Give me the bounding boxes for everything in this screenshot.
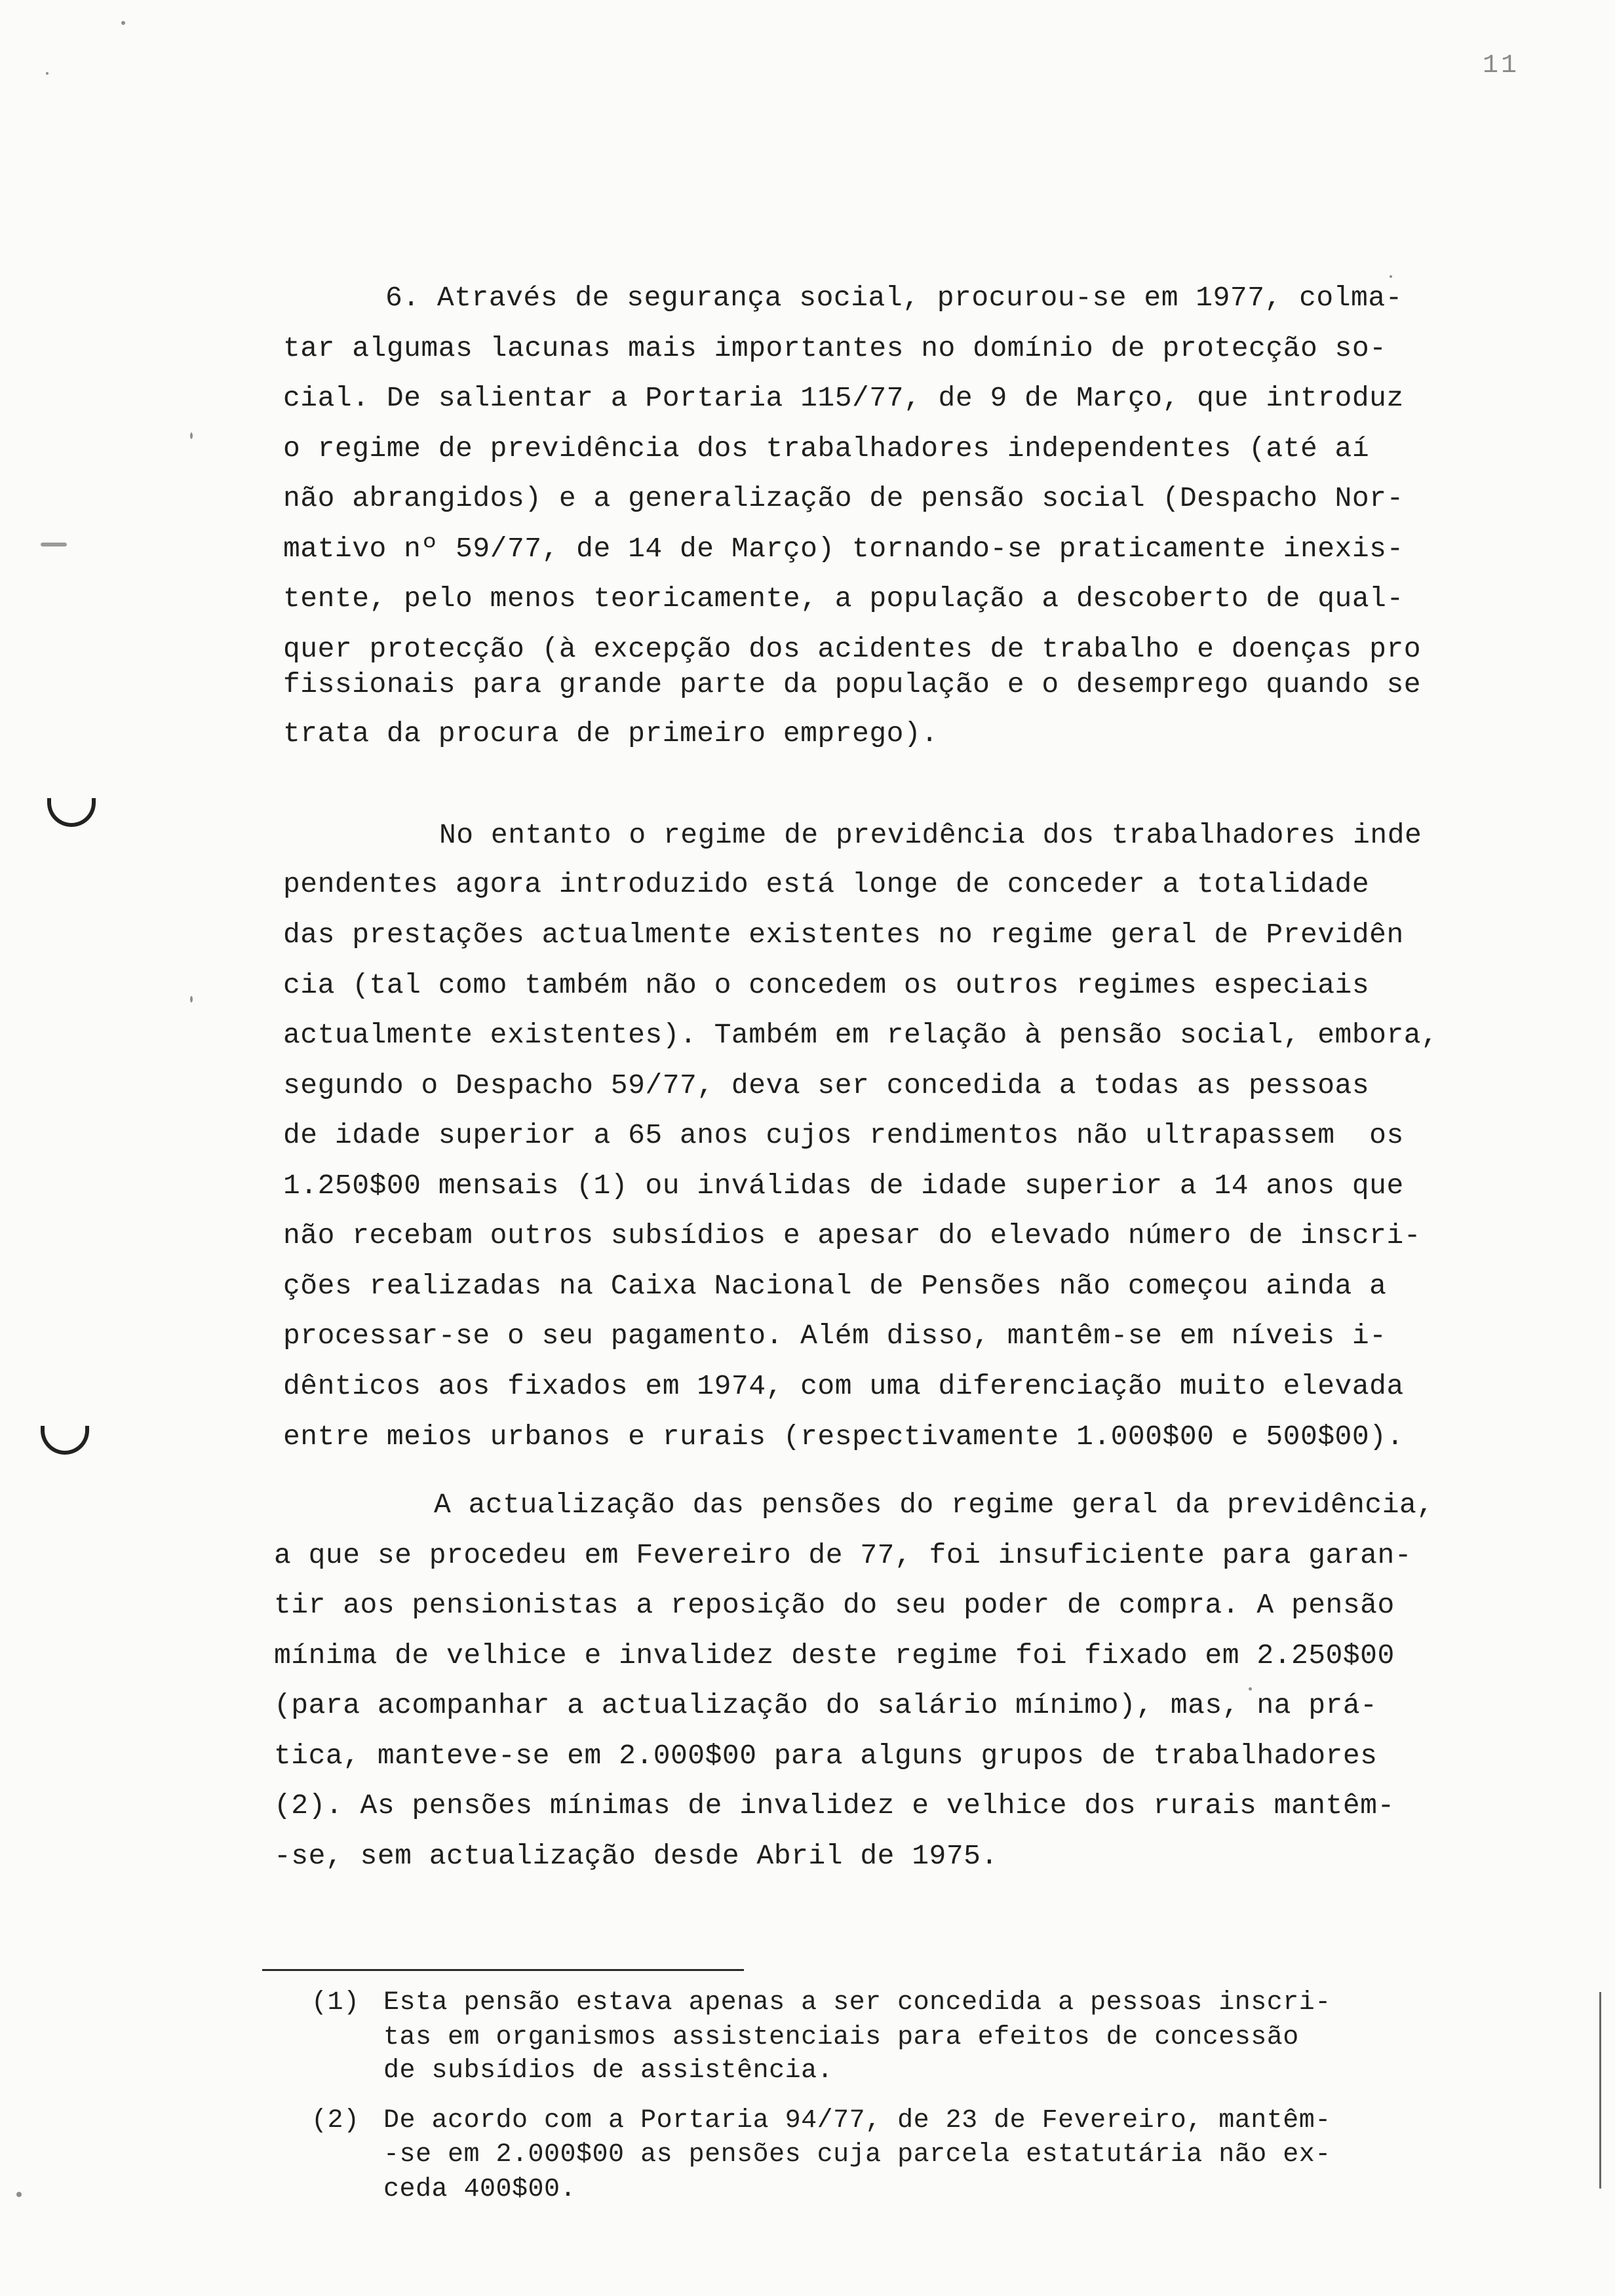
text-line: segundo o Despacho 59/77, deva ser concedida a todas as pessoas [283,1069,1370,1101]
text-line: ções realizadas na Caixa Nacional de Pensões não começou ainda a [283,1270,1387,1302]
footnote-marker: (2) [311,2106,360,2135]
text-line: processar-se o seu pagamento. Além disso, mantêm-se em níveis i- [283,1320,1387,1352]
footnote-line: tas em organismos assistenciais para efeitos de concessão [383,2023,1299,2052]
scan-speck [41,543,67,546]
text-line: das prestações actualmente existentes no regime geral de Previdên [283,919,1404,951]
text-line: tente, pelo menos teoricamente, a população a descoberto de qual- [283,583,1404,615]
text-line: cia (tal como também não o concedem os outros regimes especiais [283,969,1370,1001]
scan-speck [16,2192,22,2197]
footnote-divider [262,1969,744,1971]
text-line: tica, manteve-se em 2.000$00 para alguns grupos de trabalhadores [274,1740,1378,1772]
text-line: não abrangidos) e a generalização de pensão social (Despacho Nor- [283,482,1404,514]
page-edge-mark [1599,1992,1601,2189]
text-line: quer protecção (à excepção dos acidentes de trabalho e doenças pro [283,633,1422,665]
text-line: 6. Através de segurança social, procurou-se em 1977, colma- [385,282,1403,314]
text-line: de idade superior a 65 anos cujos rendimentos não ultrapassem os [283,1119,1404,1151]
text-line: (para acompanhar a actualização do salário mínimo), mas, na prá- [274,1689,1378,1721]
scan-speck [46,72,49,75]
text-line: trata da procura de primeiro emprego). [283,718,939,750]
text-line: actualmente existentes). Também em relação à pensão social, embora, [283,1019,1439,1051]
footnote-line: De acordo com a Portaria 94/77, de 23 de Fevereiro, mantêm- [383,2106,1331,2135]
text-line: pendentes agora introduzido está longe de conceder a totalidade [283,868,1370,900]
text-line: dênticos aos fixados em 1974, com uma diferenciação muito elevada [283,1370,1404,1402]
text-line: mínima de velhice e invalidez deste regime foi fixado em 2.250$00 [274,1639,1395,1672]
footnote-marker: (1) [311,1988,360,2018]
footnote-line: de subsídios de assistência. [383,2056,834,2086]
text-line: cial. De salientar a Portaria 115/77, de 9 de Março, que introduz [283,382,1404,414]
text-line: No entanto o regime de previdência dos trabalhadores inde [439,819,1422,851]
footnote-line: ceda 400$00. [383,2175,577,2204]
text-line: 1.250$00 mensais (1) ou inválidas de idade superior a 14 anos que [283,1170,1404,1202]
text-line: fissionais para grande parte da população e o desemprego quando se [283,668,1422,700]
text-line: A actualização das pensões do regime geral da previdência, [434,1489,1434,1521]
scan-speck [190,996,193,1003]
text-line: a que se procedeu em Fevereiro de 77, foi insuficiente para garan- [274,1539,1412,1571]
footnote-line: Esta pensão estava apenas a ser concedida a pessoas inscri- [383,1988,1331,2018]
scan-speck [1390,275,1392,278]
scan-speck [190,432,193,439]
punch-hole-mark [47,798,96,827]
text-line: tar algumas lacunas mais importantes no domínio de protecção so- [283,332,1387,364]
footnote-line: -se em 2.000$00 as pensões cuja parcela estatutária não ex- [383,2140,1331,2170]
text-line: entre meios urbanos e rurais (respectivamente 1.000$00 e 500$00). [283,1421,1404,1453]
text-line: o regime de previdência dos trabalhadores independentes (até aí [283,432,1370,465]
scan-speck [121,21,125,25]
text-line: mativo nº 59/77, de 14 de Março) tornando-se praticamente inexis- [283,533,1404,565]
text-line: (2). As pensões mínimas de invalidez e velhice dos rurais mantêm- [274,1789,1395,1822]
page-number: 11 [1483,51,1520,81]
text-line: tir aos pensionistas a reposição do seu poder de compra. A pensão [274,1589,1395,1621]
text-line: -se, sem actualização desde Abril de 1975. [274,1840,998,1872]
punch-hole-mark [41,1426,89,1455]
text-line: não recebam outros subsídios e apesar do elevado número de inscri- [283,1219,1422,1252]
